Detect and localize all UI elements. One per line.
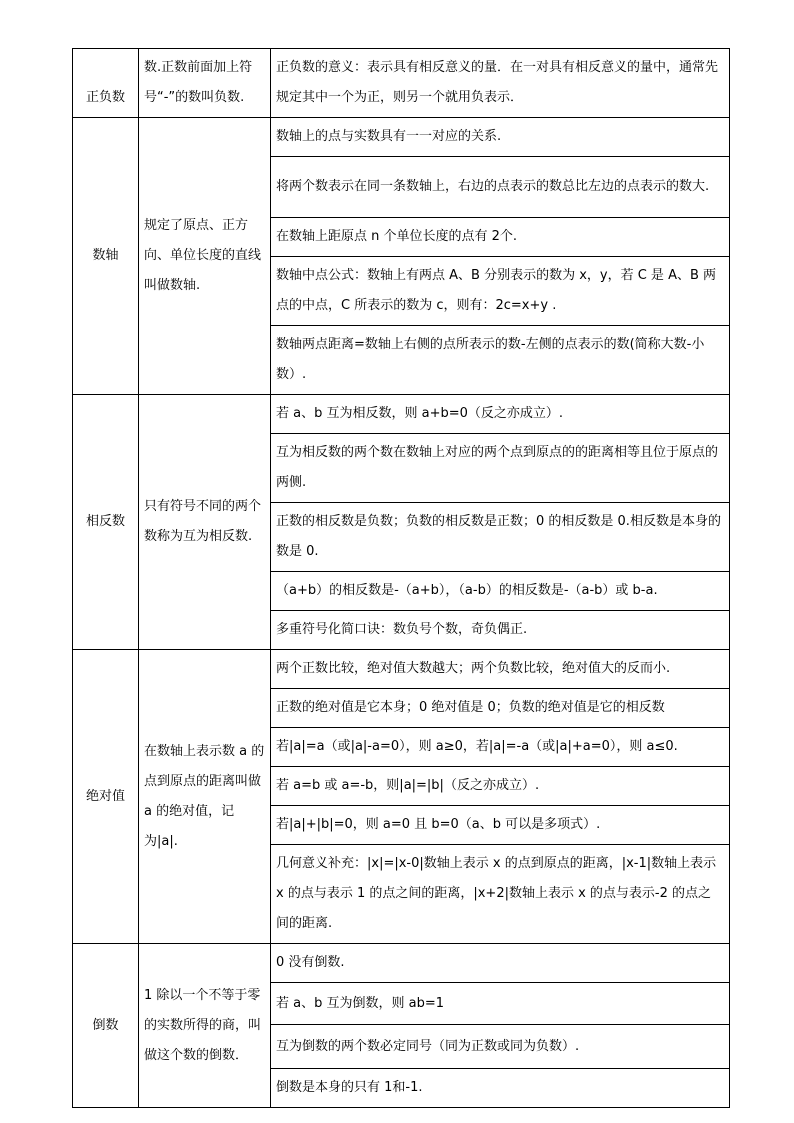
note-cell: 正数的相反数是负数；负数的相反数是正数；0 的相反数是 0.相反数是本身的数是 0.	[271, 503, 730, 572]
note-cell: 正负数的意义：表示具有相反意义的量．在一对具有相反意义的量中，通常先规定其中一个为正，则另一个就用负表示．	[271, 49, 730, 118]
table-row-absolute-value	[73, 650, 730, 689]
note-cell: 正数的绝对值是它本身；0 绝对值是 0；负数的绝对值是它的相反数	[271, 689, 730, 728]
note-cell: 几何意义补充：|x|=|x-0|数轴上表示 x 的点到原点的距离，|x-1|数轴上表示 x 的点与表示 1 的点之间的距离，|x+2|数轴上表示 x 的点与表示-2 的点之间的距离.	[271, 845, 730, 944]
definition-cell: 在数轴上表示数 a 的点到原点的距离叫做 a 的绝对值，记为|a|.	[139, 650, 271, 944]
table-row-signed-numbers	[73, 49, 730, 118]
term-cell: 正负数	[73, 49, 139, 118]
term-cell: 绝对值	[73, 650, 139, 944]
note-cell: 若 a、b 互为倒数，则 ab=1	[271, 983, 730, 1025]
note-cell: 互为相反数的两个数在数轴上对应的两个点到原点的的距离相等且位于原点的两侧.	[271, 434, 730, 503]
note-cell: 若|a|=a（或|a|-a=0），则 a≥0，若|a|=-a（或|a|+a=0），则 a≤0.	[271, 728, 730, 767]
note-cell: 数轴上的点与实数具有一一对应的关系.	[271, 118, 730, 157]
term-cell: 数轴	[73, 118, 139, 395]
note-cell: 在数轴上距原点 n 个单位长度的点有 2个.	[271, 218, 730, 257]
table-row-number-line	[73, 118, 730, 157]
term-cell: 相反数	[73, 395, 139, 650]
note-cell: 若 a=b 或 a=-b，则|a|=|b|（反之亦成立）.	[271, 767, 730, 806]
note-cell: 互为倒数的两个数必定同号（同为正数或同为负数）.	[271, 1025, 730, 1069]
note-cell: 数轴中点公式：数轴上有两点 A、B 分别表示的数为 x，y，若 C 是 A、B 两点的中点，C 所表示的数为 c，则有：2c=x+y .	[271, 257, 730, 326]
note-cell: 0 没有倒数.	[271, 944, 730, 983]
note-cell: （a+b）的相反数是-（a+b），（a-b）的相反数是-（a-b）或 b-a.	[271, 572, 730, 611]
note-cell: 倒数是本身的只有 1和-1.	[271, 1069, 730, 1108]
table-row-opposite-numbers	[73, 395, 730, 434]
definition-cell: 规定了原点、正方向、单位长度的直线叫做数轴.	[139, 118, 271, 395]
note-cell: 若 a、b 互为相反数，则 a+b=0（反之亦成立）.	[271, 395, 730, 434]
definition-cell: 只有符号不同的两个数称为互为相反数.	[139, 395, 271, 650]
note-cell: 将两个数表示在同一条数轴上，右边的点表示的数总比左边的点表示的数大.	[271, 157, 730, 218]
concept-table	[72, 48, 730, 1108]
table-row-reciprocal	[73, 944, 730, 983]
note-cell: 多重符号化简口诀：数负号个数，奇负偶正.	[271, 611, 730, 650]
definition-cell: 数.正数前面加上符号“-”的数叫负数.	[139, 49, 271, 118]
note-cell: 数轴两点距离=数轴上右侧的点所表示的数-左侧的点表示的数(简称大数-小数）.	[271, 326, 730, 395]
term-cell: 倒数	[73, 944, 139, 1108]
note-cell: 两个正数比较，绝对值大数越大；两个负数比较，绝对值大的反而小.	[271, 650, 730, 689]
note-cell: 若|a|+|b|=0，则 a=0 且 b=0（a、b 可以是多项式）.	[271, 806, 730, 845]
definition-cell: 1 除以一个不等于零的实数所得的商，叫做这个数的倒数．	[139, 944, 271, 1108]
